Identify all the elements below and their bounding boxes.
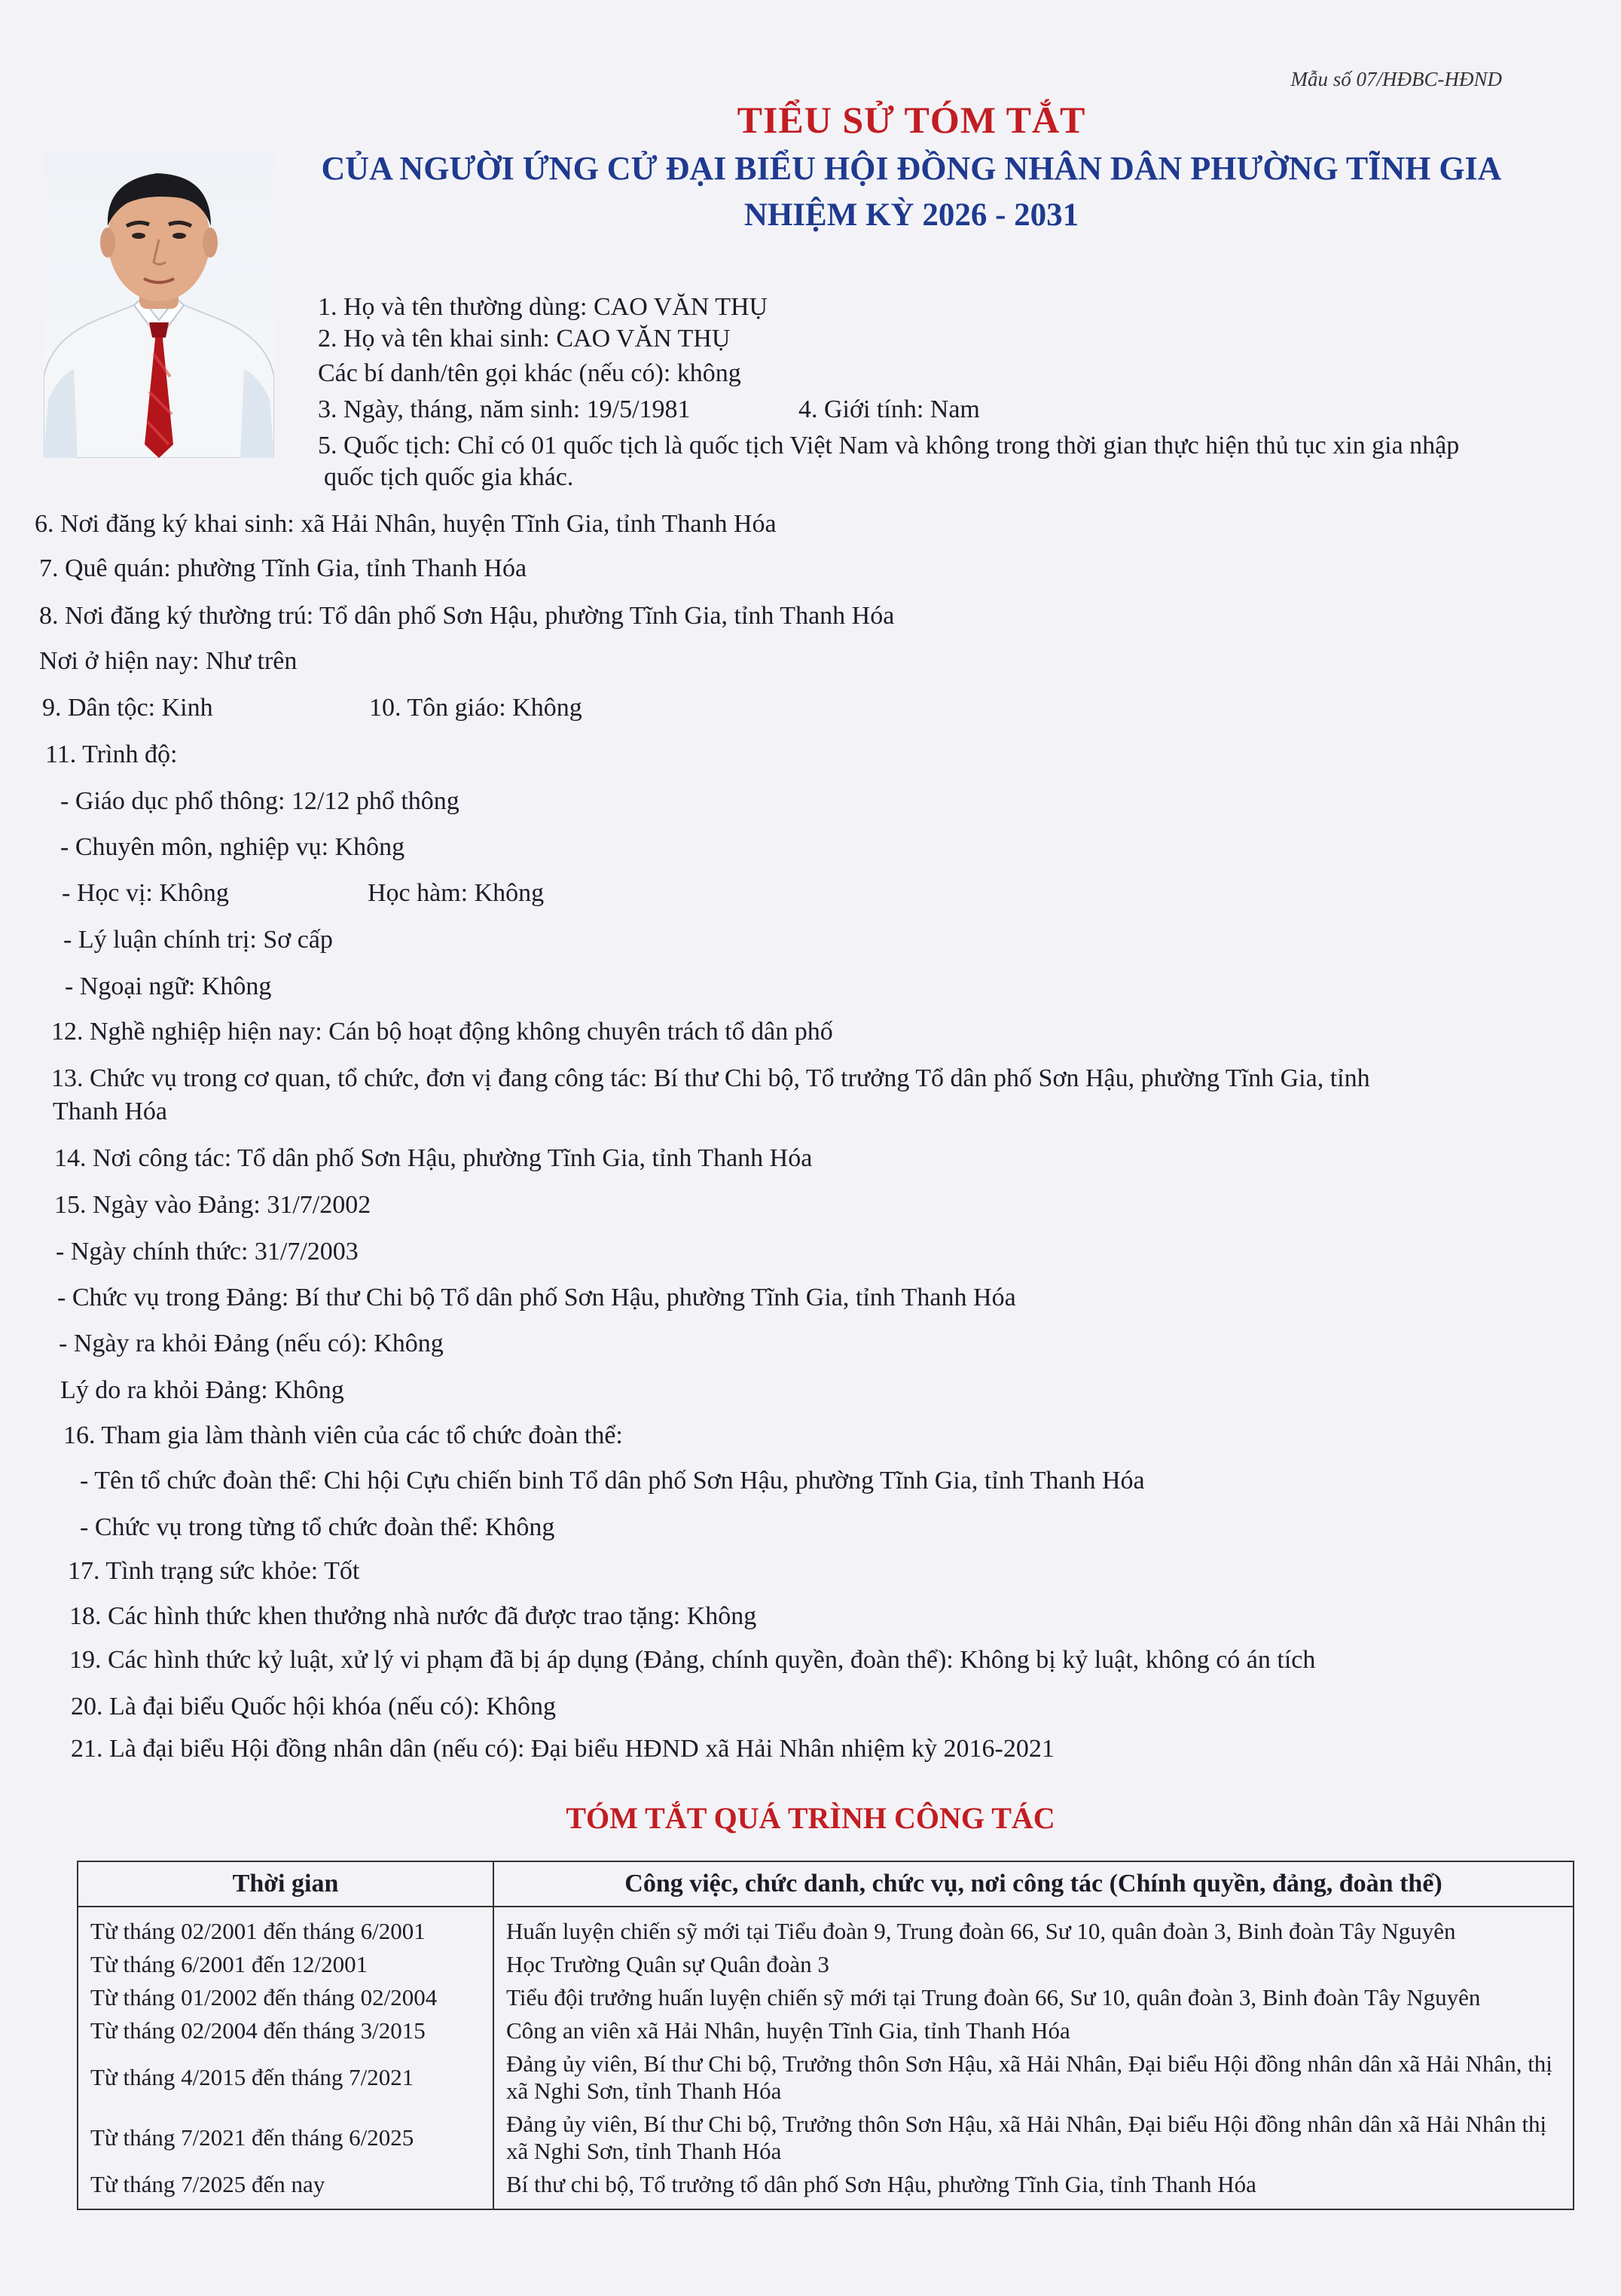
field-workplace: 14. Nơi công tác: Tổ dân phố Sơn Hậu, phường Tĩnh Gia, tỉnh Thanh Hóa bbox=[54, 1144, 813, 1172]
field-nationality-line-2: quốc tịch quốc gia khác. bbox=[324, 463, 574, 491]
table-row bbox=[78, 2168, 1574, 2209]
field-general-education: - Giáo dục phổ thông: 12/12 phổ thông bbox=[60, 787, 459, 815]
field-academic-degree: - Học vị: Không bbox=[62, 879, 229, 907]
field-disciplinary-actions: 19. Các hình thức kỷ luật, xử lý vi phạm đã bị áp dụng (Đảng, chính quyền, đoàn thể): Không bị kỷ luật, không có án tích bbox=[69, 1646, 1316, 1674]
table-row bbox=[78, 2047, 1574, 2108]
portrait-drawing bbox=[44, 151, 274, 458]
document-term: NHIỆM KỲ 2026 - 2031 bbox=[743, 197, 1079, 233]
table-row bbox=[78, 1948, 1574, 1981]
field-education-heading: 11. Trình độ: bbox=[45, 740, 178, 768]
field-health-status: 17. Tình trạng sức khỏe: Tốt bbox=[68, 1557, 360, 1585]
field-current-residence: Nơi ở hiện nay: Như trên bbox=[39, 647, 298, 675]
role-cell: Đảng ủy viên, Bí thư Chi bộ, Trưởng thôn Sơn Hậu, xã Hải Nhân, Đại biểu Hội đồng nhân dân xã Hải Nhân thị xã Nghi Sơn, tỉnh Thanh Hóa bbox=[493, 2108, 1574, 2168]
field-permanent-residence: 8. Nơi đăng ký thường trú: Tổ dân phố Sơn Hậu, phường Tĩnh Gia, tỉnh Thanh Hóa bbox=[39, 602, 895, 630]
role-cell: Tiểu đội trưởng huấn luyện chiến sỹ mới tại Trung đoàn 66, Sư 10, quân đoàn 3, Binh đoàn Tây Nguyên bbox=[493, 1981, 1574, 2014]
document-title: TIỂU SỬ TÓM TẮT bbox=[737, 99, 1086, 141]
field-current-position-line-1: 13. Chức vụ trong cơ quan, tổ chức, đơn vị đang công tác: Bí thư Chi bộ, Tổ trưởng Tổ dân phố Sơn Hậu, phường Tĩnh Gia, tỉnh bbox=[51, 1064, 1370, 1092]
period-cell: Từ tháng 02/2001 đến tháng 6/2001 bbox=[78, 1907, 493, 1948]
table-row bbox=[78, 1907, 1574, 1948]
work-history-title: TÓM TẮT QUÁ TRÌNH CÔNG TÁC bbox=[566, 1801, 1055, 1835]
period-cell: Từ tháng 02/2004 đến tháng 3/2015 bbox=[78, 2014, 493, 2047]
field-foreign-language: - Ngoại ngữ: Không bbox=[65, 972, 272, 1000]
field-current-position-line-2: Thanh Hóa bbox=[53, 1098, 168, 1125]
table-row bbox=[78, 2014, 1574, 2047]
field-awards: 18. Các hình thức khen thưởng nhà nước đã được trao tặng: Không bbox=[69, 1602, 757, 1630]
role-cell: Công an viên xã Hải Nhân, huyện Tĩnh Gia, tỉnh Thanh Hóa bbox=[493, 2014, 1574, 2047]
period-cell: Từ tháng 01/2002 đến tháng 02/2004 bbox=[78, 1981, 493, 2014]
role-cell: Học Trường Quân sự Quân đoàn 3 bbox=[493, 1948, 1574, 1981]
field-official-membership-date: - Ngày chính thức: 31/7/2003 bbox=[56, 1238, 359, 1266]
field-party-exit-date: - Ngày ra khỏi Đảng (nếu có): Không bbox=[59, 1330, 444, 1357]
field-organization-name: - Tên tổ chức đoàn thể: Chi hội Cựu chiến binh Tổ dân phố Sơn Hậu, phường Tĩnh Gia, tỉnh Thanh Hóa bbox=[80, 1467, 1145, 1495]
field-occupation: 12. Nghề nghiệp hiện nay: Cán bộ hoạt động không chuyên trách tổ dân phố bbox=[51, 1018, 833, 1046]
field-party-exit-reason: Lý do ra khỏi Đảng: Không bbox=[60, 1376, 344, 1404]
title-block bbox=[271, 98, 1552, 234]
field-birth-name: 2. Họ và tên khai sinh: CAO VĂN THỤ bbox=[318, 325, 731, 353]
role-cell: Bí thư chi bộ, Tổ trưởng tổ dân phố Sơn Hậu, phường Tĩnh Gia, tỉnh Thanh Hóa bbox=[493, 2168, 1574, 2209]
period-cell: Từ tháng 7/2021 đến tháng 6/2025 bbox=[78, 2108, 493, 2168]
field-common-name: 1. Họ và tên thường dùng: CAO VĂN THỤ bbox=[318, 293, 768, 321]
work-history-table bbox=[77, 1861, 1574, 2210]
period-cell: Từ tháng 7/2025 đến nay bbox=[78, 2168, 493, 2209]
field-birth-registration: 6. Nơi đăng ký khai sinh: xã Hải Nhân, huyện Tĩnh Gia, tỉnh Thanh Hóa bbox=[35, 510, 777, 538]
field-gender: 4. Giới tính: Nam bbox=[798, 395, 980, 423]
field-alias: Các bí danh/tên gọi khác (nếu có): không bbox=[318, 359, 741, 387]
field-religion: 10. Tôn giáo: Không bbox=[369, 694, 582, 722]
field-ethnicity: 9. Dân tộc: Kinh bbox=[42, 694, 213, 722]
column-header-role: Công việc, chức danh, chức vụ, nơi công tác (Chính quyền, đảng, đoàn thể) bbox=[493, 1861, 1574, 1907]
document-subtitle: CỦA NGƯỜI ỨNG CỬ ĐẠI BIỂU HỘI ĐỒNG NHÂN DÂN PHƯỜNG TĨNH GIA bbox=[321, 150, 1502, 187]
column-header-period: Thời gian bbox=[78, 1861, 493, 1907]
field-hometown: 7. Quê quán: phường Tĩnh Gia, tỉnh Thanh Hóa bbox=[39, 554, 527, 582]
field-professional-qualification: - Chuyên môn, nghiệp vụ: Không bbox=[60, 833, 405, 861]
candidate-photo bbox=[44, 151, 274, 458]
period-cell: Từ tháng 4/2015 đến tháng 7/2021 bbox=[78, 2047, 493, 2108]
table-header-row bbox=[78, 1861, 1574, 1907]
field-academic-title: Học hàm: Không bbox=[368, 879, 545, 907]
form-code: Mẫu số 07/HĐBC-HĐND bbox=[1290, 68, 1502, 90]
period-cell: Từ tháng 6/2001 đến 12/2001 bbox=[78, 1948, 493, 1981]
field-organizations-heading: 16. Tham gia làm thành viên của các tổ chức đoàn thể: bbox=[63, 1421, 623, 1449]
field-date-of-birth: 3. Ngày, tháng, năm sinh: 19/5/1981 bbox=[318, 395, 691, 423]
field-peoples-council: 21. Là đại biểu Hội đồng nhân dân (nếu có): Đại biểu HĐND xã Hải Nhân nhiệm kỳ 2016-2021 bbox=[71, 1735, 1055, 1763]
field-organization-position: - Chức vụ trong từng tổ chức đoàn thể: Không bbox=[80, 1513, 555, 1541]
field-political-theory: - Lý luận chính trị: Sơ cấp bbox=[63, 926, 333, 954]
field-party-position: - Chức vụ trong Đảng: Bí thư Chi bộ Tổ dân phố Sơn Hậu, phường Tĩnh Gia, tỉnh Thanh Hóa bbox=[57, 1284, 1016, 1311]
table-row bbox=[78, 1981, 1574, 2014]
field-nationality-line-1: 5. Quốc tịch: Chỉ có 01 quốc tịch là quốc tịch Việt Nam và không trong thời gian thực hiện thủ tục xin gia nhập bbox=[318, 432, 1460, 460]
field-national-assembly: 20. Là đại biểu Quốc hội khóa (nếu có): Không bbox=[71, 1693, 556, 1720]
role-cell: Đảng ủy viên, Bí thư Chi bộ, Trưởng thôn Sơn Hậu, xã Hải Nhân, Đại biểu Hội đồng nhân dân xã Hải Nhân, thị xã Nghi Sơn, tỉnh Thanh Hóa bbox=[493, 2047, 1574, 2108]
table-row bbox=[78, 2108, 1574, 2168]
field-party-admission-date: 15. Ngày vào Đảng: 31/7/2002 bbox=[54, 1191, 371, 1219]
role-cell: Huấn luyện chiến sỹ mới tại Tiểu đoàn 9, Trung đoàn 66, Sư 10, quân đoàn 3, Binh đoàn Tây Nguyên bbox=[493, 1907, 1574, 1948]
